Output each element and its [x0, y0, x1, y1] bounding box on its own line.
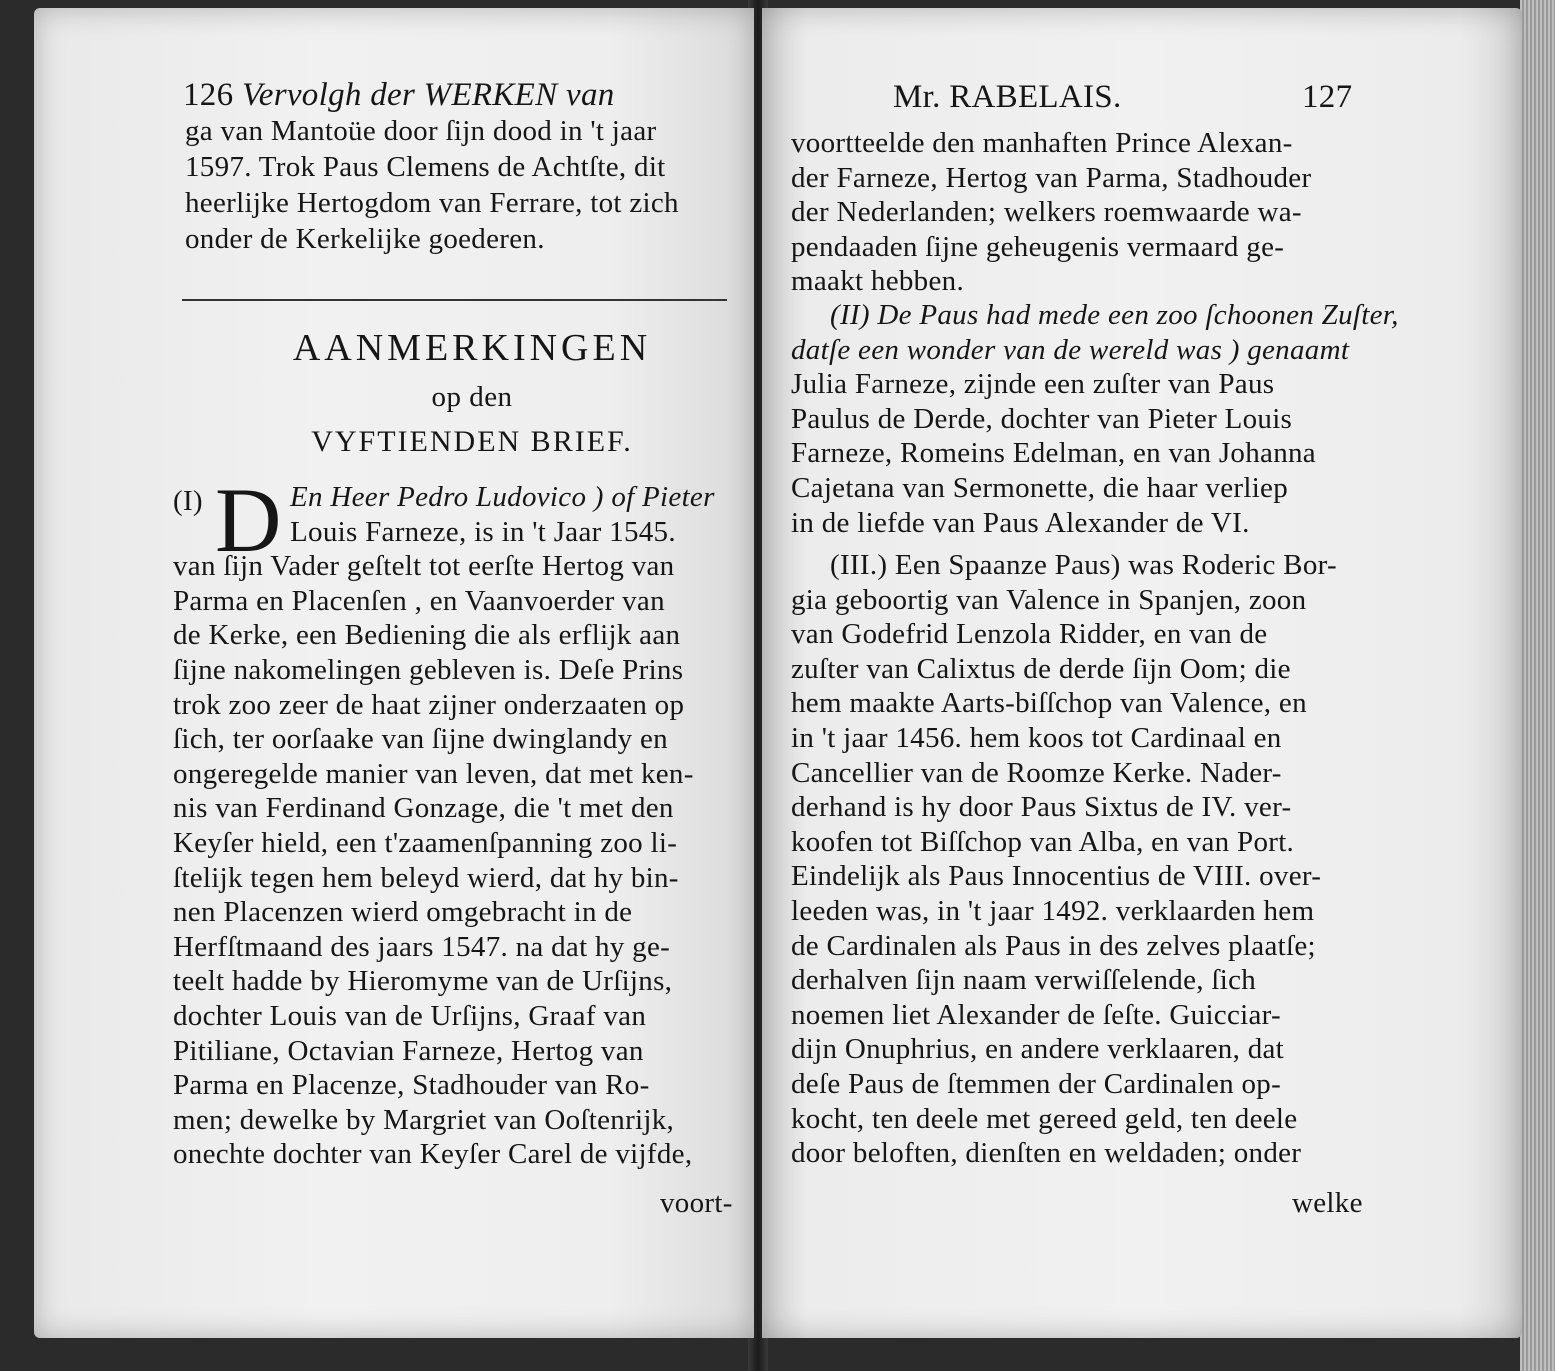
- text-line: onder de Kerkelijke goederen.: [185, 223, 545, 255]
- note-line: van Godefrid Lenzola Ridder, en van de: [791, 618, 1268, 651]
- note-line: En Heer Pedro Ludovico ) of Pieter: [290, 481, 715, 513]
- note-line: kocht, ten deele met gereed geld, ten deele: [791, 1102, 1298, 1135]
- left-page-header: [183, 78, 615, 112]
- note-line: in 't jaar 1456. hem koos tot Cardinaal en: [791, 722, 1282, 754]
- note-line: Keyſer hield, een t'zaamenſpanning zoo li-: [173, 827, 678, 859]
- section-subtitle: op den: [431, 381, 513, 413]
- note-line: nen Placenzen wierd omgebracht in de: [173, 896, 633, 929]
- note-line: de Cardinalen als Paus in des zelves plaatſe;: [791, 929, 1316, 962]
- note-line: trok zoo zeer de haat zijner onderzaaten op: [173, 688, 685, 721]
- note-line: koofen tot Biſſchop van Alba, en van Port.: [791, 825, 1295, 858]
- note-number: (I): [173, 485, 203, 517]
- left-catchword: voort-: [660, 1187, 733, 1219]
- note-line: Cancellier van de Roomze Kerke. Nader-: [791, 756, 1282, 789]
- note-line: hem maakte Aarts-biſſchop van Valence, en: [791, 687, 1307, 720]
- text-line: der Farneze, Hertog van Parma, Stadhouder: [791, 161, 1312, 194]
- text-line: voortteelde den manhaften Prince Alexan-: [791, 127, 1293, 159]
- note-line: Parma en Placenze, Stadhouder van Ro-: [173, 1069, 650, 1102]
- note-line: noemen liet Alexander de ſeſte. Guicciar-: [791, 998, 1282, 1031]
- note-line: Cajetana van Sermonette, die haar verliep: [791, 472, 1289, 504]
- section-title: AANMERKINGEN: [292, 327, 652, 369]
- note-line: Pitiliane, Octavian Farneze, Hertog van: [173, 1034, 644, 1067]
- note-line: teelt hadde by Hieromyme van de Urſijns,: [173, 965, 673, 998]
- note-line: Parma en Placenſen , en Vaanvoerder van: [173, 584, 665, 617]
- note-line: Paulus de Derde, dochter van Pieter Louis: [791, 402, 1293, 435]
- note-line: ſich, ter oorſaake van ſijne dwinglandy en: [173, 723, 668, 756]
- text-line: heerlijke Hertogdom van Ferrare, tot zich: [185, 187, 679, 219]
- note-line: zuſter van Calixtus de derde ſijn Oom; die: [791, 652, 1291, 685]
- note-line: leeden was, in 't jaar 1492. verklaarden hem: [791, 895, 1315, 927]
- note-line: (II) De Paus had mede een zoo ſchoonen Zuſter,: [830, 299, 1399, 331]
- text-line: 1597. Trok Paus Clemens de Achtſte, dit: [185, 151, 666, 183]
- right-page-number: 127: [1302, 79, 1353, 115]
- drop-cap: D: [215, 469, 282, 571]
- note-line: Julia Farneze, zijnde een zuſter van Paus: [791, 368, 1275, 401]
- note-line: datſe een wonder van de wereld was ) genaamt: [791, 333, 1350, 366]
- note-line: Eindelijk als Paus Innocentius de VIII. over-: [791, 860, 1322, 893]
- note-line: Farneze, Romeins Edelman, en van Johanna: [791, 437, 1316, 470]
- note-line: ongeregelde manier van leven, dat met ken-: [173, 757, 694, 790]
- note-line: onechte dochter van Keyſer Carel de vijfde,: [173, 1138, 693, 1171]
- note-line: ſijne nakomelingen gebleven is. Deſe Prins: [173, 654, 684, 686]
- note-line: in de liefde van Paus Alexander de VI.: [791, 506, 1250, 539]
- note-line: derhand is hy door Paus Sixtus de IV. ver-: [791, 791, 1292, 824]
- left-running-title: Vervolgh der WERKEN van: [241, 77, 615, 113]
- note-line: de Kerke, een Bediening die als erflijk aan: [173, 619, 681, 652]
- section-heading: VYFTIENDEN BRIEF.: [311, 425, 633, 458]
- note-line: nis van Ferdinand Gonzage, die 't met den: [173, 792, 674, 825]
- note-line: dijn Onuphrius, en andere verklaaren, dat: [791, 1033, 1285, 1066]
- text-line: pendaaden ſijne geheugenis vermaard ge-: [791, 230, 1285, 263]
- note-line: (III.) Een Spaanze Paus) was Roderic Bor-: [830, 549, 1337, 581]
- note-line: van ſijn Vader geſtelt tot eerſte Hertog van: [173, 550, 675, 583]
- note-line: Louis Farneze, is in 't Jaar 1545.: [290, 515, 676, 548]
- page-edges: [1520, 0, 1555, 1371]
- note-line: gia geboortig van Valence in Spanjen, zoon: [791, 583, 1307, 616]
- text-line: maakt hebben.: [791, 265, 965, 298]
- note-line: door beloften, dienſten en weldaden; onder: [791, 1137, 1302, 1170]
- note-line: derhalven ſijn naam verwiſſelende, ſich: [791, 964, 1257, 997]
- note-line: ſtelijk tegen hem beleyd wierd, dat hy bin-: [173, 861, 679, 894]
- note-line: Herfſtmaand des jaars 1547. na dat hy ge-: [173, 930, 671, 963]
- right-running-title: Mr. RABELAIS.: [893, 79, 1122, 115]
- note-line: men; dewelke by Margriet van Ooſtenrijk,: [173, 1103, 675, 1136]
- text-line: ga van Mantoüe door ſijn dood in 't jaar: [185, 115, 657, 147]
- right-catchword: welke: [1292, 1187, 1363, 1219]
- note-line: deſe Paus de ſtemmen der Cardinalen op-: [791, 1068, 1282, 1100]
- left-page-number: 126: [183, 77, 234, 113]
- note-line: dochter Louis van de Urſijns, Graaf van: [173, 1000, 647, 1032]
- text-line: der Nederlanden; welkers roemwaarde wa-: [791, 196, 1302, 229]
- section-divider: [182, 299, 727, 301]
